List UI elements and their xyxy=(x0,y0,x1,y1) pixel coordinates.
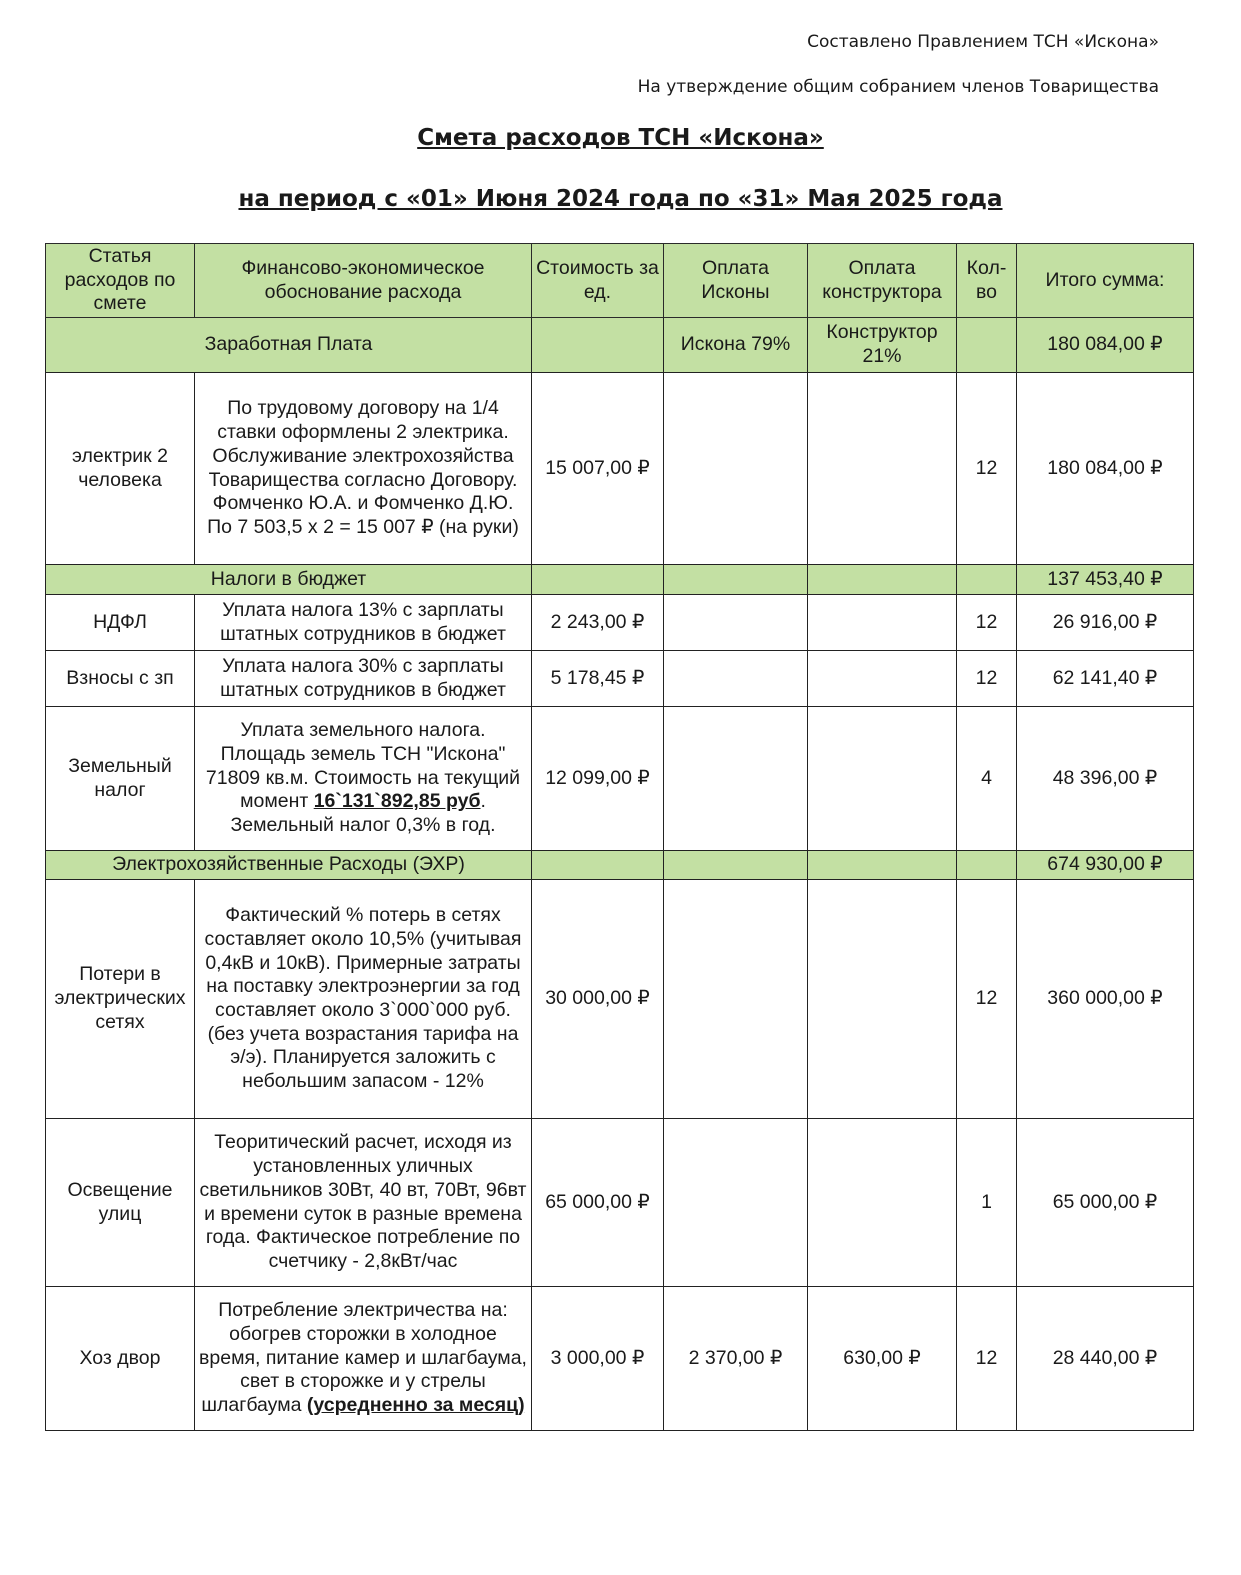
approval-note: На утверждение общим собранием членов Товарищества xyxy=(637,77,1159,97)
row-item: Потери в электрических сетях xyxy=(46,880,195,1119)
iskona-share: Искона 79% xyxy=(664,318,808,373)
col-header-paid-constructor: Оплата конструктора xyxy=(808,244,957,318)
row-total: 62 141,40 ₽ xyxy=(1017,651,1194,707)
row-total: 360 000,00 ₽ xyxy=(1017,880,1194,1119)
section-total: 674 930,00 ₽ xyxy=(1017,851,1194,880)
section-row-taxes xyxy=(46,565,1194,595)
row-item: Хоз двор xyxy=(46,1287,195,1431)
row-unit-cost: 5 178,45 ₽ xyxy=(532,651,664,707)
row-item: Взносы с зп xyxy=(46,651,195,707)
col-header-paid-iskona: Оплата Исконы xyxy=(664,244,808,318)
compiled-by-note: Составлено Правлением ТСН «Искона» xyxy=(807,32,1159,52)
row-qty: 12 xyxy=(957,595,1017,651)
section-row-electric xyxy=(46,851,1194,880)
table-row xyxy=(46,880,1194,1119)
row-qty: 1 xyxy=(957,1119,1017,1287)
land-cadastral-value: 16`131`892,85 руб xyxy=(313,790,481,813)
row-qty: 4 xyxy=(957,707,1017,851)
row-justification: Фактический % потерь в сетях составляет около 10,5% (учитывая 0,4кВ и 10кВ). Примерные затраты на поставку электроэнергии за год составляет около 3`000`000 руб. (без учета возрастания тарифа на э/э). Планируется заложить с небольшим запасом - 12% xyxy=(195,880,532,1119)
row-unit-cost: 12 099,00 ₽ xyxy=(532,707,664,851)
averaged-note: (усредненно за месяц) xyxy=(306,1394,525,1417)
col-header-total: Итого сумма: xyxy=(1017,244,1194,318)
row-justification: Уплата земельного налога. Площадь земель ТСН "Искона" 71809 кв.м. Стоимость на текущий момент 16`131`892,85 руб. Земельный налог 0,3% в год. xyxy=(195,707,532,851)
col-header-qty: Кол-во xyxy=(957,244,1017,318)
row-item: Освещение улиц xyxy=(46,1119,195,1287)
row-total: 65 000,00 ₽ xyxy=(1017,1119,1194,1287)
row-unit-cost: 65 000,00 ₽ xyxy=(532,1119,664,1287)
document-period: на период с «01» Июня 2024 года по «31» Мая 2025 года xyxy=(238,186,1003,212)
section-total: 137 453,40 ₽ xyxy=(1017,565,1194,595)
row-item: НДФЛ xyxy=(46,595,195,651)
col-header-unit-cost: Стоимость за ед. xyxy=(532,244,664,318)
row-qty: 12 xyxy=(957,1287,1017,1431)
col-header-justification: Финансово-экономическое обоснование расхода xyxy=(195,244,532,318)
row-total: 180 084,00 ₽ xyxy=(1017,373,1194,565)
row-qty: 12 xyxy=(957,880,1017,1119)
document-title: Смета расходов ТСН «Искона» xyxy=(417,125,824,151)
section-label: Налоги в бюджет xyxy=(46,565,532,595)
row-total: 28 440,00 ₽ xyxy=(1017,1287,1194,1431)
table-row xyxy=(46,595,1194,651)
budget-table xyxy=(45,243,1194,1431)
table-row xyxy=(46,651,1194,707)
row-unit-cost: 2 243,00 ₽ xyxy=(532,595,664,651)
row-unit-cost: 30 000,00 ₽ xyxy=(532,880,664,1119)
row-justification: Теоритический расчет, исходя из установленных уличных светильников 30Вт, 40 вт, 70Вт, 96вт и времени суток в разные времена года. Фактическое потребление по счетчику - 2,8кВт/час xyxy=(195,1119,532,1287)
col-header-item: Статья расходов по смете xyxy=(46,244,195,318)
row-item: электрик 2 человека xyxy=(46,373,195,565)
row-item: Земельный налог xyxy=(46,707,195,851)
table-row xyxy=(46,373,1194,565)
row-total: 26 916,00 ₽ xyxy=(1017,595,1194,651)
section-row-salary xyxy=(46,318,1194,373)
row-total: 48 396,00 ₽ xyxy=(1017,707,1194,851)
section-total: 180 084,00 ₽ xyxy=(1017,318,1194,373)
row-justification: По трудовому договору на 1/4 ставки оформлены 2 электрика. Обслуживание электрохозяйства Товарищества согласно Договору. Фомченко Ю.А. и Фомченко Д.Ю. По 7 503,5 х 2 = 15 007 ₽ (на руки) xyxy=(195,373,532,565)
row-paid-iskona: 2 370,00 ₽ xyxy=(664,1287,808,1431)
row-qty: 12 xyxy=(957,373,1017,565)
table-row xyxy=(46,1287,1194,1431)
row-justification: Потребление электричества на: обогрев сторожки в холодное время, питание камер и шлагбаума, свет в сторожке и у стрелы шлагбаума (усредненно за месяц) xyxy=(195,1287,532,1431)
row-qty: 12 xyxy=(957,651,1017,707)
section-label: Электрохозяйственные Расходы (ЭХР) xyxy=(46,851,532,880)
row-paid-constructor: 630,00 ₽ xyxy=(808,1287,957,1431)
constructor-share: Конструктор 21% xyxy=(808,318,957,373)
table-header-row xyxy=(46,244,1194,318)
row-justification: Уплата налога 30% с зарплаты штатных сотрудников в бюджет xyxy=(195,651,532,707)
row-justification: Уплата налога 13% с зарплаты штатных сотрудников в бюджет xyxy=(195,595,532,651)
row-unit-cost: 3 000,00 ₽ xyxy=(532,1287,664,1431)
table-row xyxy=(46,707,1194,851)
section-label: Заработная Плата xyxy=(46,318,532,373)
table-row xyxy=(46,1119,1194,1287)
row-unit-cost: 15 007,00 ₽ xyxy=(532,373,664,565)
